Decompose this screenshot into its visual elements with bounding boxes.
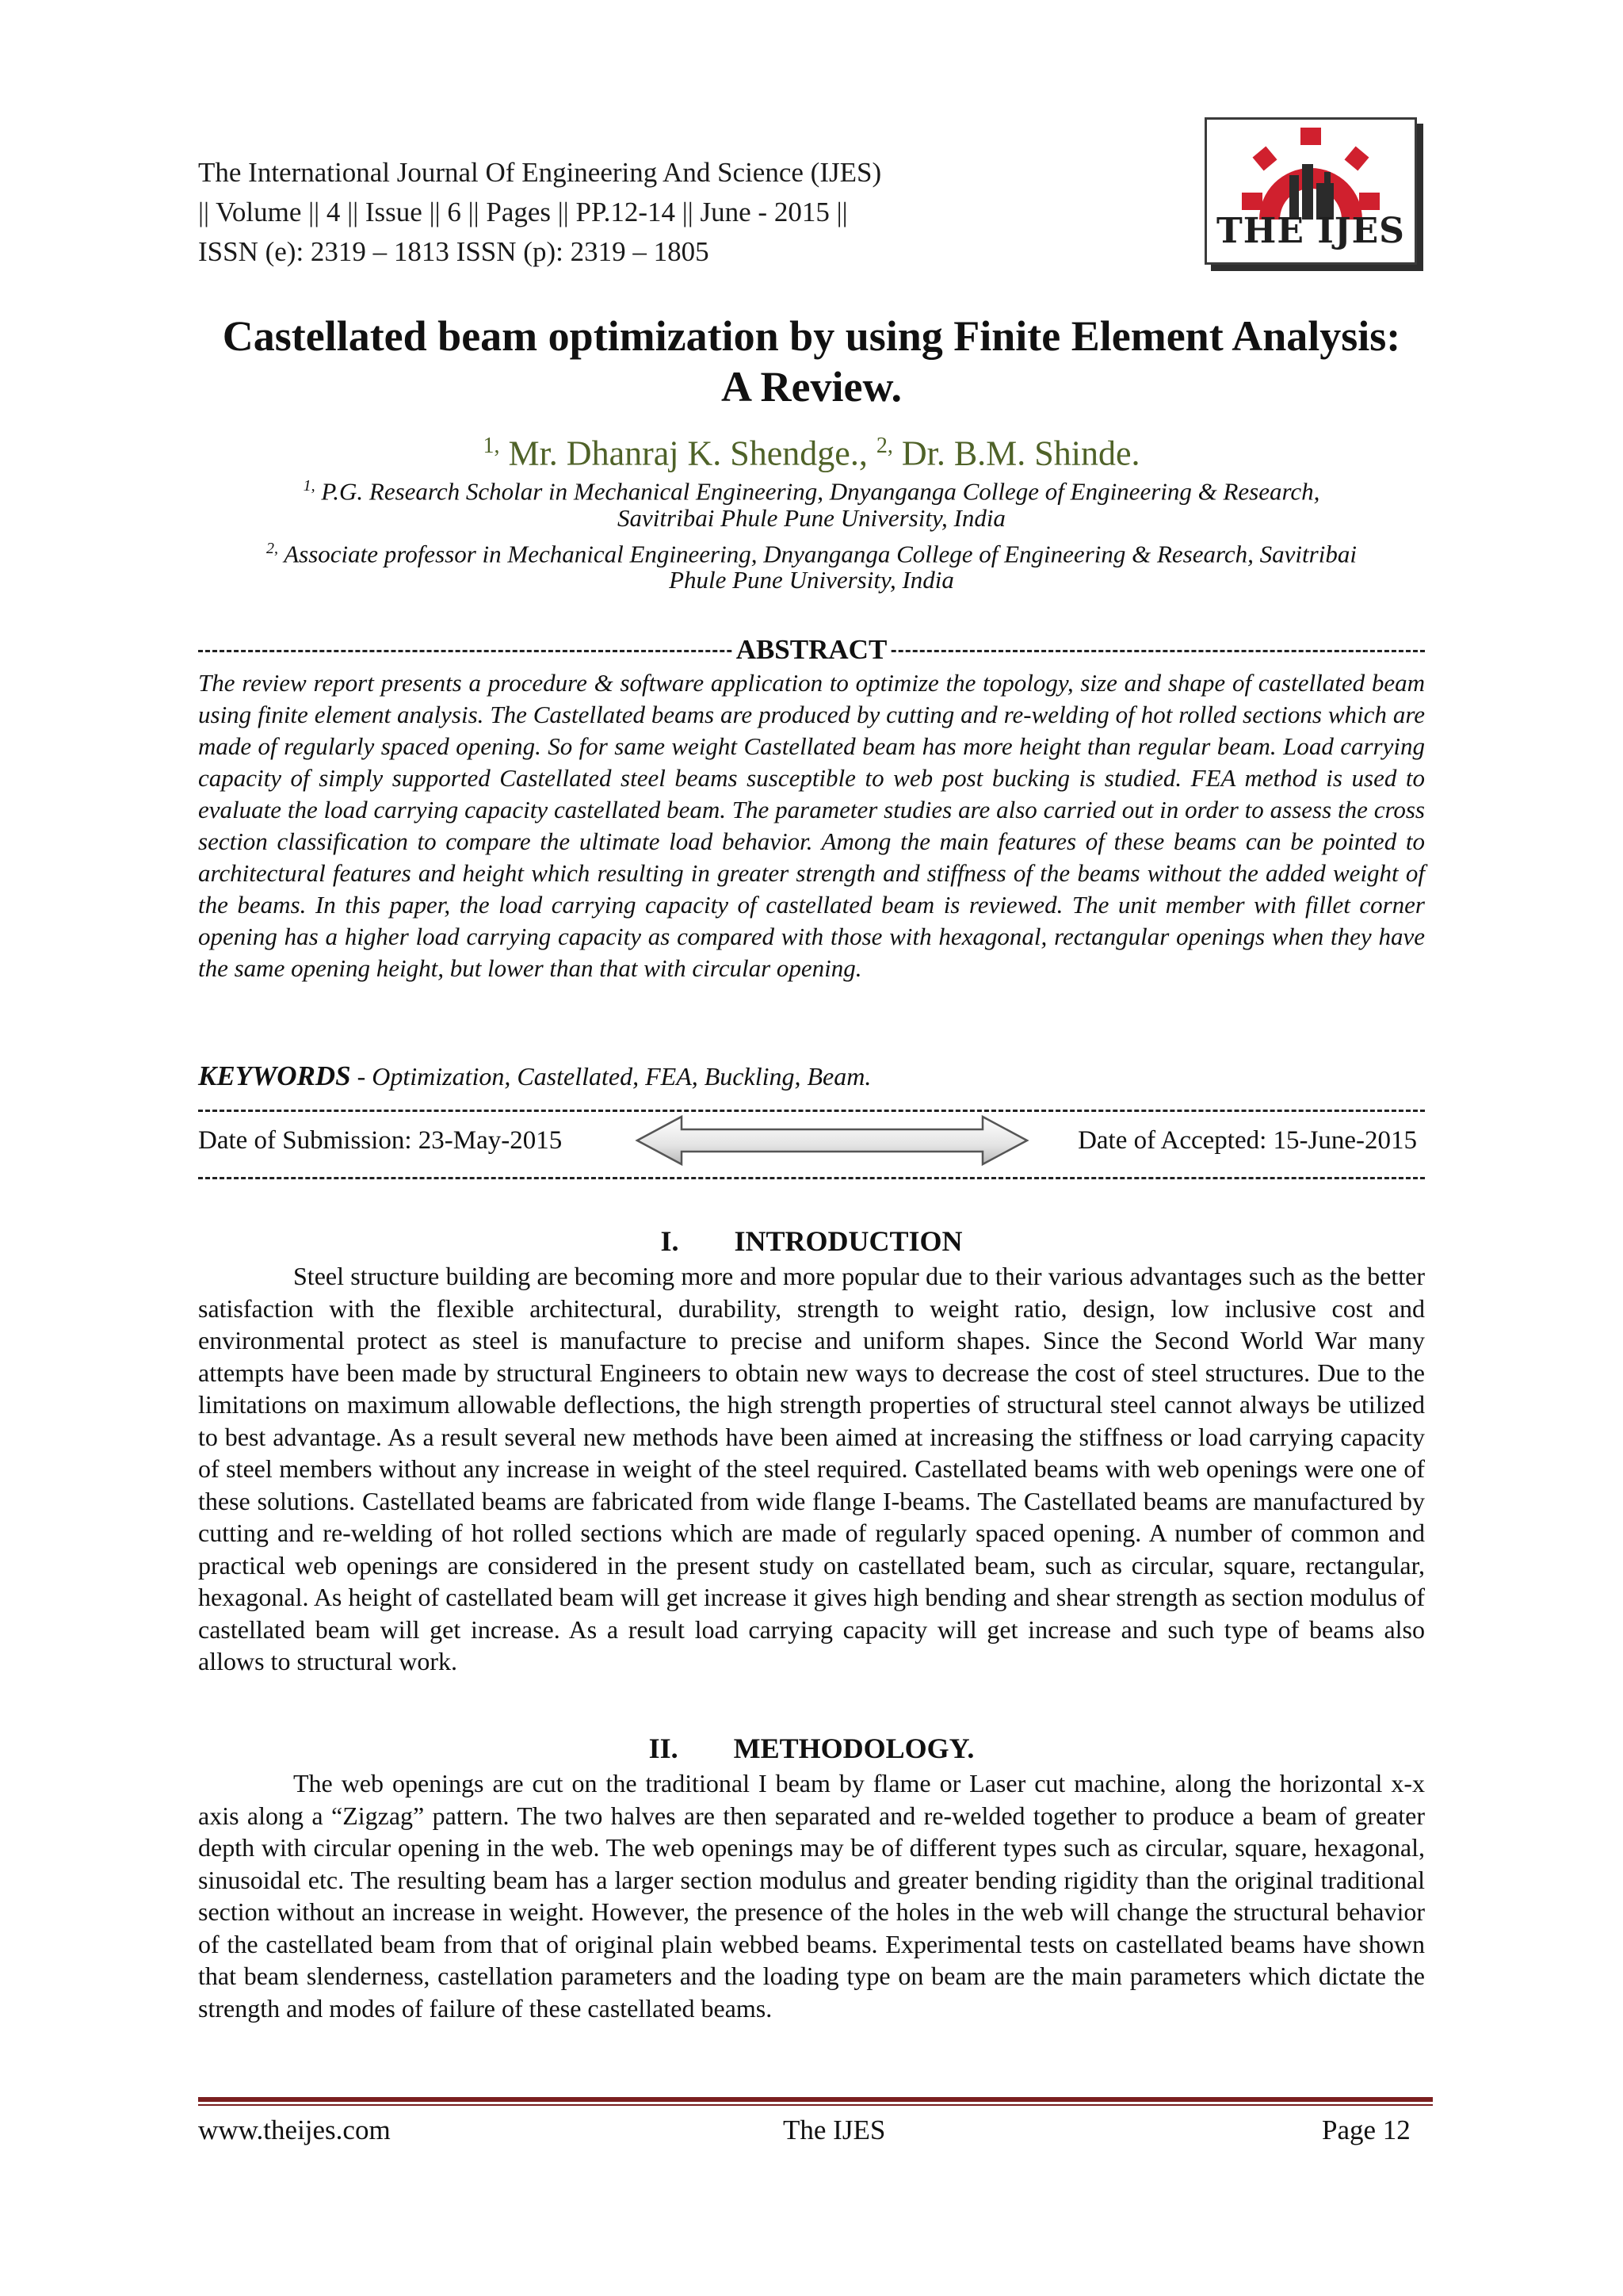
affiliation-1-line-1: P.G. Research Scholar in Mechanical Engineering, Dnyanganga College of Engineering & Research,	[315, 477, 1320, 506]
abstract-heading: ABSTRACT	[733, 634, 891, 665]
issn-line: ISSN (e): 2319 – 1813 ISSN (p): 2319 – 1805	[198, 236, 709, 267]
author-2-marker: 2,	[876, 434, 893, 458]
author-list	[119, 425, 1504, 476]
footer-journal: The IJES	[783, 2115, 886, 2145]
affiliation-2-line-1: Associate professor in Mechanical Engineering, Dnyanganga College of Engineering & Research, Savitribai	[278, 540, 1357, 568]
keywords-text: - Optimization, Castellated, FEA, Buckling, Beam.	[350, 1062, 872, 1091]
section-title: INTRODUCTION	[734, 1225, 963, 1257]
affiliation-1	[182, 471, 1441, 506]
dates-bottom-rule	[198, 1161, 1425, 1193]
abstract-text: The review report presents a procedure & software application to optimize the topology, size and shape of castellated beam using finite element analysis. The Castellated beams are produced by cutting and re-welding of hot rolled sections which are made of regularly spaced opening. So for same weight Castellated beam has more height than regular beam. Load carrying capacity of simply supported Castellated steel beams susceptible to web post bucking is studied. FEA method is used to evaluate the load carrying capacity castellated beam. The parameter studies are also carried out in order to assess the cross section classification to compare the ultimate load behavior. Among the main features of these beams can be pointed to architectural features and height which resulting in greater strength and stiffness of the beams without the added weight of the beams. In this paper, the load carrying capacity of castellated beam is reviewed. The unit member with fillet corner opening has a higher load carrying capacity as compared with those with hexagonal, rectangular openings when they have the same opening height, but lower than that with circular opening.	[198, 669, 1425, 982]
dates-row	[198, 1120, 1425, 1161]
section-title: METHODOLOGY.	[733, 1733, 975, 1764]
logo-text: THE IJES	[1216, 211, 1405, 251]
footer-rule	[198, 2097, 1433, 2102]
section-heading-introduction	[119, 1222, 1504, 1260]
accepted-date: Date of Accepted: 15-June-2015	[1078, 1126, 1417, 1155]
section-number: II.	[648, 1733, 678, 1764]
double-arrow-icon	[634, 1114, 1030, 1167]
paper-title-line-1: Castellated beam optimization by using Finite Element Analysis:	[222, 312, 1401, 360]
paper-title-line-2: A Review.	[721, 363, 902, 411]
keywords-label: KEYWORDS	[198, 1060, 351, 1091]
author-1-name: Mr. Dhanraj K. Shendge.,	[499, 434, 876, 473]
abstract-heading-rule	[198, 634, 1425, 666]
author-1-marker: 1,	[483, 434, 500, 458]
introduction-paragraph: Steel structure building are becoming more and more popular due to their various advantages such as the better satisfaction with the flexible architectural, durability, strength to weight ratio, design, low inclusive cost and environmental protect as steel is manufacture to precise and uniform shapes. Since the Second World War many attempts have been made by structural Engineers to obtain new ways to decrease the cost of steel structures. Due to the limitations on maximum allowable deflections, the high strength properties of structural steel cannot always be utilized to best advantage. As a result several new methods have been aimed at increasing the stiffness or load carrying capacity of steel members without any increase in weight of the steel required. Castellated beams with web openings were one of these solutions. Castellated beams are fabricated from wide flange I-beams. The Castellated beams are manufactured by cutting and re-welding of hot rolled sections which are made of regularly spaced opening. A number of common and practical web openings are considered in the present study on castellated beam, such as circular, square, rectangular, hexagonal. As height of castellated beam will get increase it gives high bending and shear strength as section modulus of castellated beam will get increase. As a result load carrying capacity will get increase and such type of beams also allows to structural work.	[198, 1262, 1425, 1675]
section-number: I.	[660, 1225, 679, 1257]
author-2-name: Dr. B.M. Shinde.	[892, 434, 1140, 473]
footer-rule-thin	[198, 2104, 1433, 2106]
footer-website: www.theijes.com	[198, 2115, 391, 2145]
methodology-paragraph: The web openings are cut on the traditional I beam by flame or Laser cut machine, along the horizontal x-x axis along a “Zigzag” pattern. The two halves are then separated and re-welded together to produce a beam of greater depth with circular opening in the web. The web openings may be of different types such as circular, square, hexagonal, sinusoidal etc. The resulting beam has a larger section modulus and greater bending rigidity than the original traditional section without an increase in weight. However, the presence of the holes in the web will change the structural behavior of the castellated beam from that of original plain webbed beams. Experimental tests on castellated beams have shown that beam slenderness, castellation parameters and the loading type on beam are the main parameters which dictate the strength and modes of failure of these castellated beams.	[198, 1769, 1425, 2023]
gear-icon	[1207, 120, 1415, 223]
footer-page-number: Page 12	[1322, 2115, 1411, 2145]
journal-name: The International Journal Of Engineering And Science (IJES)	[198, 157, 882, 188]
affiliation-2-marker: 2,	[266, 540, 279, 557]
affiliation-2-line-2: Phule Pune University, India	[669, 566, 954, 594]
section-heading-methodology	[119, 1729, 1504, 1767]
ijes-logo	[1205, 117, 1417, 265]
volume-line: || Volume || 4 || Issue || 6 || Pages || PP.12-14 || June - 2015 ||	[198, 197, 848, 227]
affiliation-1-line-2: Savitribai Phule Pune University, India	[617, 504, 1006, 532]
affiliation-1-marker: 1,	[303, 477, 315, 495]
submission-date: Date of Submission: 23-May-2015	[198, 1126, 563, 1155]
keywords	[198, 1059, 871, 1094]
